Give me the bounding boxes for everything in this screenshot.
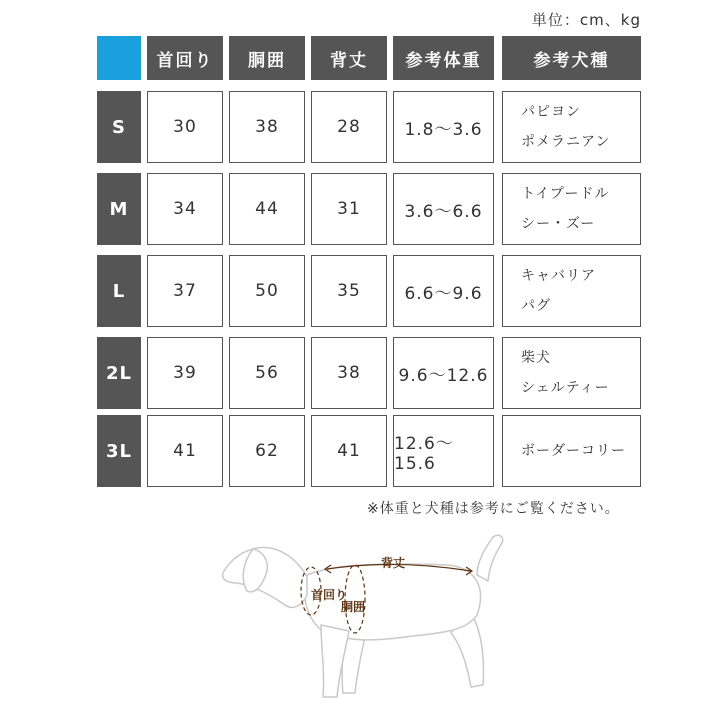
neck-value: 41 — [147, 415, 223, 487]
back-label: 背丈 — [381, 556, 406, 570]
breed-name: パグ — [521, 298, 551, 314]
breed-cell — [502, 91, 641, 163]
chest-label: 胴囲 — [341, 600, 366, 614]
breed-cell — [502, 173, 641, 245]
chest-value: 56 — [229, 337, 305, 409]
reference-note: ※体重と犬種は参考にご覧ください。 — [367, 501, 620, 517]
breed-name: ボーダーコリー — [521, 443, 626, 459]
chest-value: 38 — [229, 91, 305, 163]
neck-label: 首回り — [311, 588, 348, 602]
back-value: 31 — [311, 173, 387, 245]
unit-label: 単位：cm、kg — [531, 11, 641, 29]
back-value: 38 — [311, 337, 387, 409]
size-label: L — [97, 255, 141, 327]
size-label: 3L — [97, 415, 141, 487]
weight-value: 3.6〜6.6 — [393, 173, 494, 245]
back-value: 28 — [311, 91, 387, 163]
size-label: 2L — [97, 337, 141, 409]
neck-value: 37 — [147, 255, 223, 327]
dog-outline-icon — [223, 535, 503, 697]
breed-name: キャバリア — [521, 268, 596, 284]
header-weight: 参考体重 — [393, 36, 494, 80]
back-value: 35 — [311, 255, 387, 327]
neck-value: 39 — [147, 337, 223, 409]
back-value: 41 — [311, 415, 387, 487]
header-back: 背丈 — [311, 36, 387, 80]
neck-value: 34 — [147, 173, 223, 245]
weight-value: 12.6〜15.6 — [393, 415, 494, 487]
weight-value: 1.8〜3.6 — [393, 91, 494, 163]
breed-cell — [502, 255, 641, 327]
chest-value: 50 — [229, 255, 305, 327]
breed-name: シェルティー — [521, 380, 610, 396]
size-label: S — [97, 91, 141, 163]
breed-name: トイプードル — [521, 186, 610, 202]
header-breed: 参考犬種 — [502, 36, 641, 80]
chest-value: 44 — [229, 173, 305, 245]
breed-name: 柴犬 — [521, 350, 551, 366]
weight-value: 9.6〜12.6 — [393, 337, 494, 409]
breed-cell — [502, 415, 641, 487]
header-chest: 胴囲 — [229, 36, 305, 80]
dog-measurement-diagram — [215, 525, 515, 713]
size-label: M — [97, 173, 141, 245]
header-neck: 首回り — [147, 36, 223, 80]
neck-value: 30 — [147, 91, 223, 163]
breed-name: ポメラニアン — [521, 134, 611, 150]
corner-cell — [97, 36, 141, 80]
weight-value: 6.6〜9.6 — [393, 255, 494, 327]
breed-name: パピヨン — [521, 104, 581, 120]
breed-cell — [502, 337, 641, 409]
chest-value: 62 — [229, 415, 305, 487]
breed-name: シー・ズー — [521, 216, 596, 232]
